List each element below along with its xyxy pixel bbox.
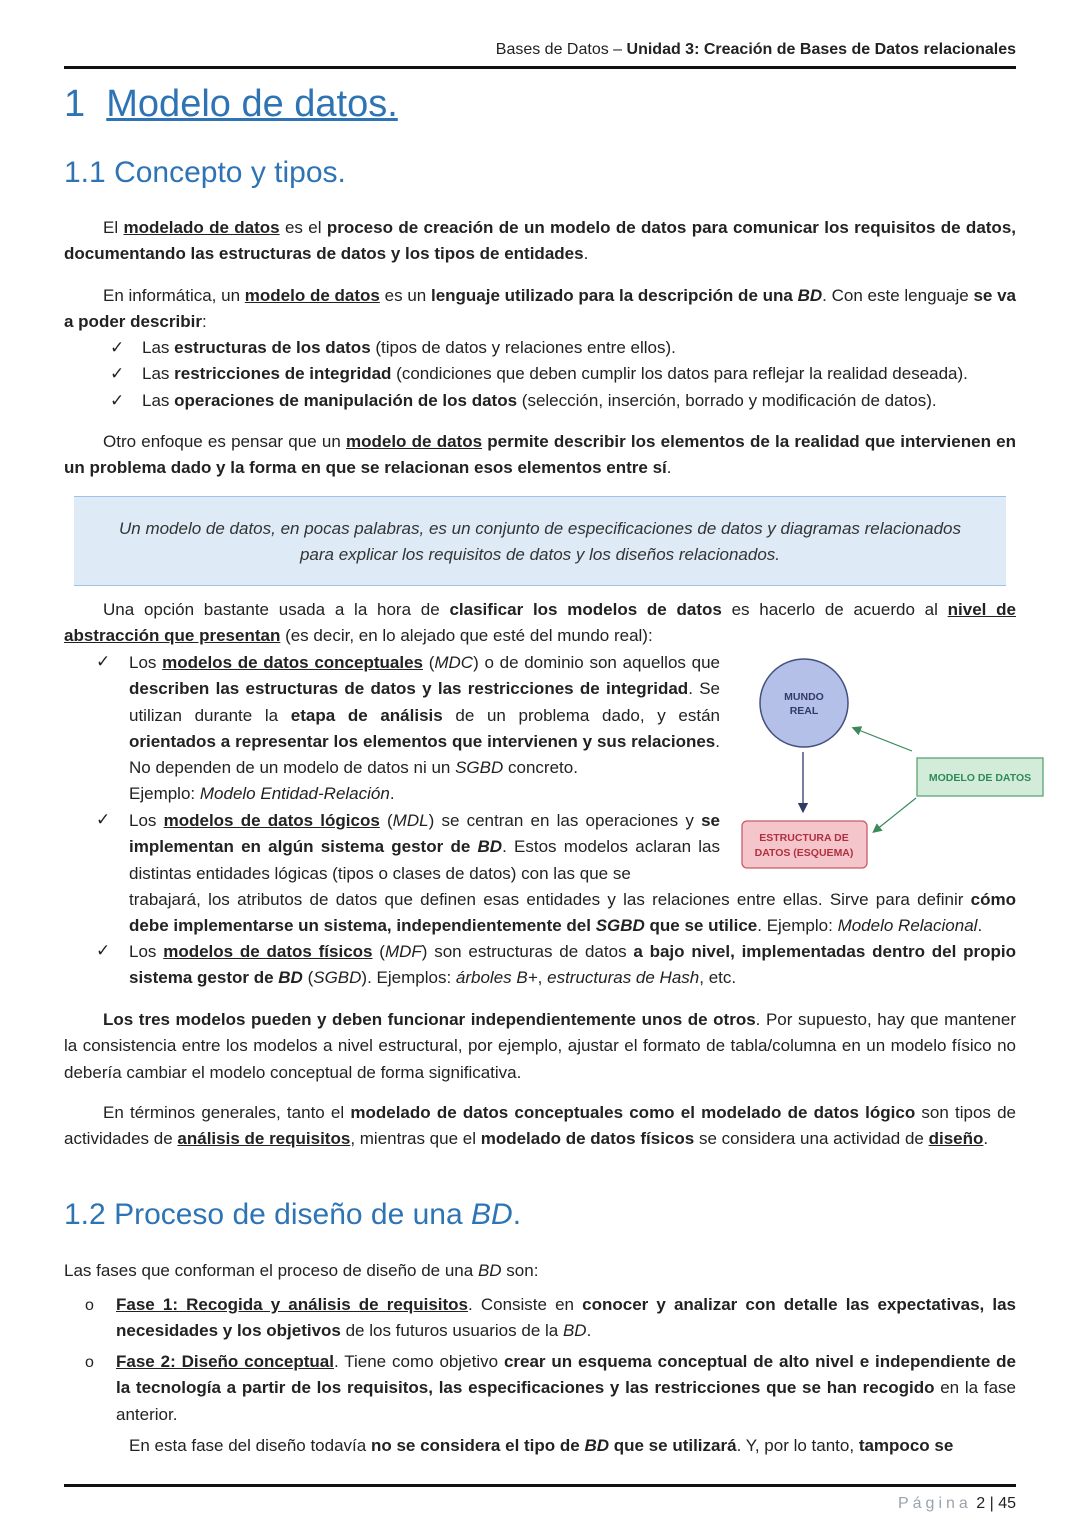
bold-text: proceso de creación de un modelo de datos para comunicar los requisitos de datos, documentando las estructuras de datos y los tipos de entidades xyxy=(64,218,1016,264)
text: es un xyxy=(379,286,431,305)
arrow-modelo-estructura xyxy=(876,798,916,830)
italic-text: estructuras de Hash xyxy=(547,968,700,988)
text: . Por supuesto, hay que mantener la consistencia entre los modelos a nivel estructural, por ejemplo, ajustar el formato de tabla/columna en un modelo físico no debería cambiar el modelo conceptual de forma significativa. xyxy=(64,1010,1017,1082)
text: , etc. xyxy=(699,968,737,988)
check-icon: ✓ xyxy=(96,941,111,960)
bold-text: se implementan en algún sistema gestor de xyxy=(129,811,720,857)
paragraph-tres-modelos xyxy=(64,1007,1016,1086)
text: (selección, inserción, borrado y modificación de datos). xyxy=(517,390,937,410)
bold-text: orientados a representar los elementos que intervienen y sus relaciones xyxy=(129,731,716,751)
paragraph-terminos-generales xyxy=(64,1100,1016,1153)
list-item-fase-2 xyxy=(116,1349,1016,1428)
text: Los xyxy=(129,811,164,830)
text: , xyxy=(537,968,548,988)
text: Las fases que conforman el proceso de diseño de una xyxy=(64,1261,478,1280)
check-icon: ✓ xyxy=(110,338,125,357)
term-modelo-datos: modelo de datos xyxy=(346,432,483,451)
text: ( xyxy=(379,811,393,830)
text: de los futuros usuarios de la xyxy=(340,1321,563,1341)
bold-text: modelado de datos conceptuales como el modelado de datos lógico xyxy=(350,1103,916,1122)
text: ( xyxy=(422,653,435,672)
list-item xyxy=(104,335,1016,361)
mdc-example xyxy=(129,781,720,807)
text: . Tiene como objetivo xyxy=(333,1352,504,1371)
italic-text: árboles B+ xyxy=(455,968,538,988)
text: en la fase anterior. xyxy=(116,1378,1016,1424)
paragraph-fase-diseno xyxy=(129,1433,1016,1459)
bold-text: operaciones de manipulación de los datos xyxy=(174,390,518,410)
text: es hacerlo de acuerdo al xyxy=(721,600,948,619)
estructura-label-2: DATOS (ESQUEMA) xyxy=(754,847,854,859)
text: . Y, por lo tanto, xyxy=(736,1436,859,1455)
mundo-real-label-2: REAL xyxy=(789,705,819,717)
text: . xyxy=(977,916,983,936)
term-fase-1: Fase 1: Recogida y análisis de requisitos xyxy=(116,1295,468,1314)
heading-1-2-title-end: . xyxy=(512,1198,522,1231)
bold-text: crear un esquema conceptual de alto nivel e independiente de la tecnología a partir de los requisitos, las especificaciones y las restricciones que se han recogido xyxy=(116,1352,1016,1398)
text: (condiciones que deben cumplir los datos para reflejar la realidad deseada). xyxy=(391,364,968,384)
bold-italic-text: SGBD xyxy=(595,916,645,936)
term-analisis-requisitos: análisis de requisitos xyxy=(177,1129,351,1149)
check-icon: ✓ xyxy=(96,652,111,671)
text: . Con este lenguaje xyxy=(822,286,974,305)
italic-text: MDL xyxy=(392,811,429,830)
bold-text: Los tres modelos pueden y deben funcionar independientemente unos de otros xyxy=(103,1010,756,1029)
mundo-real-node xyxy=(760,659,848,747)
modelo-datos-label: MODELO DE DATOS xyxy=(928,772,1032,784)
text: : xyxy=(201,312,207,332)
check-icon: ✓ xyxy=(110,364,125,384)
bold-text: que se utilizará xyxy=(609,1436,737,1455)
list-item-mdl xyxy=(129,808,720,887)
text: ) o de dominio son aquellos que xyxy=(473,653,720,672)
bold-text: se va a poder describir xyxy=(64,286,1016,332)
text: (es decir, en lo alejado que esté del mundo real): xyxy=(280,626,653,646)
heading-1-2 xyxy=(64,1197,521,1233)
text: Ejemplo: xyxy=(129,784,200,804)
estructura-datos-node xyxy=(742,821,867,868)
bold-text: lenguaje utilizado para la descripción de una xyxy=(430,286,798,305)
text: de un problema dado, y están xyxy=(442,705,720,725)
heading-1-2-number: 1.2 xyxy=(64,1198,106,1231)
bold-text: conocer y analizar con detalle las expectativas, las necesidades y los objetivos xyxy=(116,1295,1017,1341)
page-footer xyxy=(64,1484,1016,1513)
term-mdf: modelos de datos físicos xyxy=(163,942,373,961)
header-subject: Bases de Datos – xyxy=(495,41,627,58)
paragraph-fases xyxy=(64,1258,1016,1284)
italic-text: MDC xyxy=(434,653,474,672)
text: Las xyxy=(142,390,175,410)
check-icon: ✓ xyxy=(110,390,125,410)
text: Los xyxy=(129,653,163,672)
heading-1-2-title: Proceso de diseño de una xyxy=(114,1198,471,1231)
text: Las xyxy=(142,364,175,384)
term-mdc: modelos de datos conceptuales xyxy=(162,653,423,672)
text: son: xyxy=(501,1261,539,1280)
bold-text: a bajo nivel, implementadas dentro del propio sistema gestor de xyxy=(129,942,1017,988)
text: El xyxy=(103,218,124,237)
italic-text: BD xyxy=(477,1261,502,1280)
text: trabajará, los atributos de datos que definen esas entidades y las relaciones entre ellas. Sirve para definir xyxy=(129,890,971,909)
bold-italic-text: BD xyxy=(584,1436,610,1455)
italic-text: SGBD xyxy=(455,758,504,778)
text: concreto. xyxy=(503,758,578,778)
paragraph-informatica xyxy=(64,283,1016,336)
bold-italic-text: BD xyxy=(797,286,823,305)
text: ) se centran en las operaciones y xyxy=(428,811,702,830)
text: . Estos modelos aclaran las distintas entidades lógicas (tipos o clases de datos) con las que se xyxy=(129,837,720,883)
heading-1-2-title-italic: BD xyxy=(471,1198,513,1231)
text: es el xyxy=(279,218,327,237)
text: Otro enfoque es pensar que un xyxy=(103,432,346,451)
text: . xyxy=(666,458,672,478)
bold-text: tampoco se xyxy=(858,1436,954,1455)
header-unit: Unidad 3: Creación de Bases de Datos relacionales xyxy=(626,41,1016,58)
text: . xyxy=(583,244,589,264)
bold-text: clasificar los modelos de datos xyxy=(449,600,722,619)
text: ) son estructuras de datos xyxy=(421,942,634,961)
callout-line-1: Un modelo de datos, en pocas palabras, es un conjunto de especificaciones de datos y diagramas relacionados xyxy=(118,519,962,538)
text: . xyxy=(389,784,395,804)
bold-text: cómo debe implementarse un sistema, independientemente del xyxy=(129,890,1016,936)
page-header xyxy=(64,38,1016,69)
heading-1-number: 1 xyxy=(64,83,86,125)
describir-list xyxy=(104,335,1016,414)
term-mdl: modelos de datos lógicos xyxy=(163,811,380,830)
text: ( xyxy=(372,942,385,961)
text: Los xyxy=(129,942,164,961)
term-diseno: diseño xyxy=(928,1129,984,1149)
text: ). Ejemplos: xyxy=(361,968,456,988)
paragraph-clasificar xyxy=(64,597,1016,650)
text: . No dependen de un modelo de datos ni un xyxy=(129,731,720,778)
text: . xyxy=(586,1321,592,1341)
mundo-real-label-1: MUNDO xyxy=(784,691,824,703)
circle-bullet-icon: o xyxy=(85,1297,94,1314)
term-modelo-datos: modelo de datos xyxy=(244,286,380,305)
text: En términos generales, tanto el xyxy=(103,1103,351,1122)
estructura-label-1: ESTRUCTURA DE xyxy=(759,832,849,844)
bold-text: que se utilice xyxy=(644,916,758,936)
data-model-diagram xyxy=(736,650,1048,874)
text: . Ejemplo: xyxy=(757,916,838,936)
circle-bullet-icon: o xyxy=(85,1354,94,1371)
text: En esta fase del diseño todavía xyxy=(129,1436,371,1455)
text: En informática, un xyxy=(103,286,245,305)
list-item xyxy=(104,361,1016,387)
text: son tipos de actividades de xyxy=(64,1103,1016,1149)
bold-italic-text: BD xyxy=(278,968,303,988)
list-item-mdl-continued xyxy=(129,887,1016,940)
term-modelado-datos: modelado de datos xyxy=(123,218,280,237)
italic-text: Modelo Relacional xyxy=(837,916,978,936)
bold-text: no se considera el tipo de xyxy=(370,1436,585,1455)
paragraph-enfoque xyxy=(64,429,1016,482)
definition-callout xyxy=(74,496,1006,586)
text: Una opción bastante usada a la hora de xyxy=(103,600,450,619)
text: , mientras que el xyxy=(350,1129,481,1149)
term-fase-2: Fase 2: Diseño conceptual xyxy=(116,1352,334,1371)
bold-text: describen las estructuras de datos y las restricciones de integridad xyxy=(129,679,689,699)
text: . xyxy=(983,1129,989,1149)
arrow-modelo-mundo xyxy=(856,729,912,751)
heading-1-1-number: 1.1 xyxy=(64,156,106,189)
text: . Consiste en xyxy=(468,1295,583,1314)
bold-text: etapa de análisis xyxy=(290,705,443,725)
text: Las xyxy=(142,338,175,357)
bold-italic-text: BD xyxy=(477,837,503,857)
list-item-fase-1 xyxy=(116,1292,1016,1345)
check-icon: ✓ xyxy=(96,810,111,829)
bold-text: permite describir los elementos de la realidad que intervienen en un problema dado y la forma en que se relacionan esos elementos entre sí xyxy=(64,432,1017,478)
heading-1-1 xyxy=(64,155,346,191)
list-item-mdf xyxy=(129,939,1016,992)
text: (tipos de datos y relaciones entre ellos). xyxy=(370,338,676,357)
heading-1 xyxy=(64,82,398,126)
text: ( xyxy=(302,968,314,988)
callout-line-2: para explicar los requisitos de datos y los diseños relacionados. xyxy=(299,545,781,564)
page-number: 2 | 45 xyxy=(976,1495,1016,1512)
bold-text: modelado de datos físicos xyxy=(480,1129,695,1149)
list-item xyxy=(104,388,1016,414)
list-item-mdc xyxy=(129,650,720,808)
page-label: Página xyxy=(897,1495,972,1512)
bold-text: estructuras de los datos xyxy=(174,338,371,357)
text: . Se utilizan durante la xyxy=(129,679,721,725)
paragraph-modelado xyxy=(64,215,1016,268)
text: se considera una actividad de xyxy=(694,1129,929,1149)
bold-text: restricciones de integridad xyxy=(174,364,392,384)
heading-1-1-title: Concepto y tipos. xyxy=(114,156,346,189)
italic-text: Modelo Entidad-Relación xyxy=(199,784,390,804)
italic-text: SGBD xyxy=(313,968,362,988)
heading-1-title: Modelo de datos. xyxy=(106,83,398,125)
italic-text: BD xyxy=(562,1321,587,1341)
term-nivel-abstraccion: nivel de abstracción que presentan xyxy=(64,600,1016,646)
italic-text: MDF xyxy=(384,942,422,961)
